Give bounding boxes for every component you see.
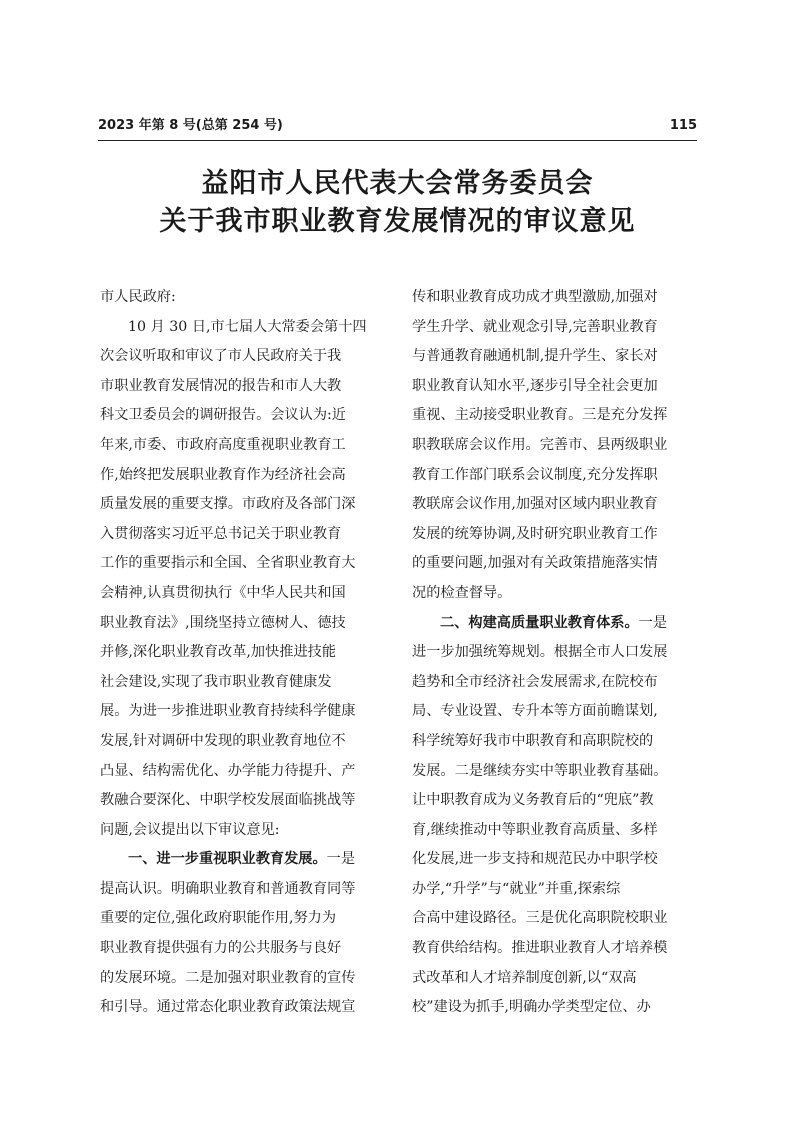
section-heading-2: 二、构建高质量职业教育体系。	[440, 614, 639, 631]
body-line: 的发展环境。二是加强对职业教育的宣传	[100, 969, 356, 986]
issue-number: 2023 年第 8 号(总第 254 号)	[98, 118, 283, 133]
body-line: 展。为进一步推进职业教育持续科学健康	[100, 703, 356, 720]
body-line: 职业教育认知水平,逐步引导全社会更加	[412, 377, 658, 394]
right-text-column	[412, 283, 697, 1023]
body-line: 发展,针对调研中发现的职业教育地位不	[100, 732, 346, 749]
body-line: 传和职业教育成功成才典型激励,加强对	[412, 289, 658, 305]
body-line: 况的检查督导。	[412, 584, 512, 601]
body-line: 入贯彻落实习近平总书记关于职业教育	[100, 525, 342, 542]
body-line: 让中职教育成为义务教育后的“兜底”教	[412, 792, 654, 809]
title-line-1: 益阳市人民代表大会常务委员会	[201, 168, 594, 199]
body-line: 发展。二是继续夯实中等职业教育基础。	[412, 762, 668, 779]
body-line: 会精神,认真贯彻执行《中华人民共和国	[100, 584, 346, 601]
body-line: 化发展,进一步支持和规范民办中职学校	[412, 851, 658, 868]
body-line: 重视、主动接受职业教育。三是充分发挥	[412, 407, 668, 424]
body-line: 和引导。通过常态化职业教育政策法规宣	[100, 999, 356, 1016]
header-divider	[98, 140, 697, 141]
body-text: 一是	[638, 614, 668, 631]
title-line-2: 关于我市职业教育发展情况的审议意见	[159, 206, 636, 237]
body-line: 提高认识。明确职业教育和普通教育同等	[100, 880, 356, 897]
body-line: 职业教育提供强有力的公共服务与良好	[100, 940, 342, 957]
body-line: 科学统筹好我市中职教育和高职院校的	[412, 732, 654, 749]
section-heading-1: 一、进一步重视职业教育发展。	[128, 851, 327, 868]
body-line: 并修,深化职业教育改革,加快推进技能	[100, 644, 337, 661]
section-heading-line	[100, 845, 385, 875]
body-line: 质量发展的重要支撑。市政府及各部门深	[100, 496, 356, 513]
body-line: 凸显、结构需优化、办学能力待提升、产	[100, 762, 356, 779]
body-line: 与普通教育融通机制,提升学生、家长对	[412, 348, 658, 365]
body-line: 学生升学、就业观念引导,完善职业教育	[412, 318, 658, 335]
body-line: 教育供给结构。推进职业教育人才培养模	[412, 940, 668, 957]
body-line: 育,继续推动中等职业教育高质量、多样	[412, 821, 658, 838]
body-line: 重要的定位,强化政府职能作用,努力为	[100, 910, 337, 927]
body-line: 局、专业设置、专升本等方面前瞻谋划,	[412, 703, 658, 720]
body-line: 校”建设为抓手,明确办学类型定位、办	[412, 999, 651, 1016]
body-line: 趋势和全市经济社会发展需求,在院校布	[412, 673, 658, 690]
body-line: 进一步加强统筹规划。根据全市人口发展	[412, 644, 668, 661]
running-header	[98, 114, 697, 138]
body-line: 年来,市委、市政府高度重视职业教育工	[100, 436, 346, 453]
body-line: 的重要问题,加强对有关政策措施落实情	[412, 555, 658, 572]
body-line: 市职业教育发展情况的报告和市人大教	[100, 377, 342, 394]
body-line: 职业教育法》,围绕坚持立德树人、德技	[100, 614, 346, 631]
body-line: 社会建设,实现了我市职业教育健康发	[100, 673, 332, 690]
body-line: 作,始终把发展职业教育作为经济社会高	[100, 466, 346, 483]
document-title	[98, 165, 697, 241]
body-line: 办学,“升学”与“就业”并重,探索综	[412, 880, 621, 897]
body-line: 式改革和人才培养制度创新,以“双高	[412, 969, 637, 986]
body-line: 教育工作部门联系会议制度,充分发挥职	[412, 466, 658, 483]
body-line: 教联席会议作用,加强对区域内职业教育	[412, 496, 658, 513]
salutation: 市人民政府:	[100, 289, 176, 305]
section-heading-line	[412, 609, 697, 639]
body-line: 问题,会议提出以下审议意见:	[100, 821, 280, 838]
body-line: 教融合要深化、中职学校发展面临挑战等	[100, 792, 356, 809]
page-number: 115	[669, 118, 697, 133]
body-line: 10 月 30 日,市七届人大常委会第十四	[128, 318, 367, 335]
body-line: 科文卫委员会的调研报告。会议认为:近	[100, 407, 346, 424]
body-line: 职教联席会议作用。完善市、县两级职业	[412, 436, 668, 453]
body-line: 发展的统筹协调,及时研究职业教育工作	[412, 525, 658, 542]
left-text-column	[100, 283, 385, 1023]
body-line: 合高中建设路径。三是优化高职院校职业	[412, 910, 668, 927]
body-line: 次会议听取和审议了市人民政府关于我	[100, 348, 342, 365]
body-text: 一是	[326, 851, 356, 868]
body-line: 工作的重要指示和全国、全省职业教育大	[100, 555, 356, 572]
